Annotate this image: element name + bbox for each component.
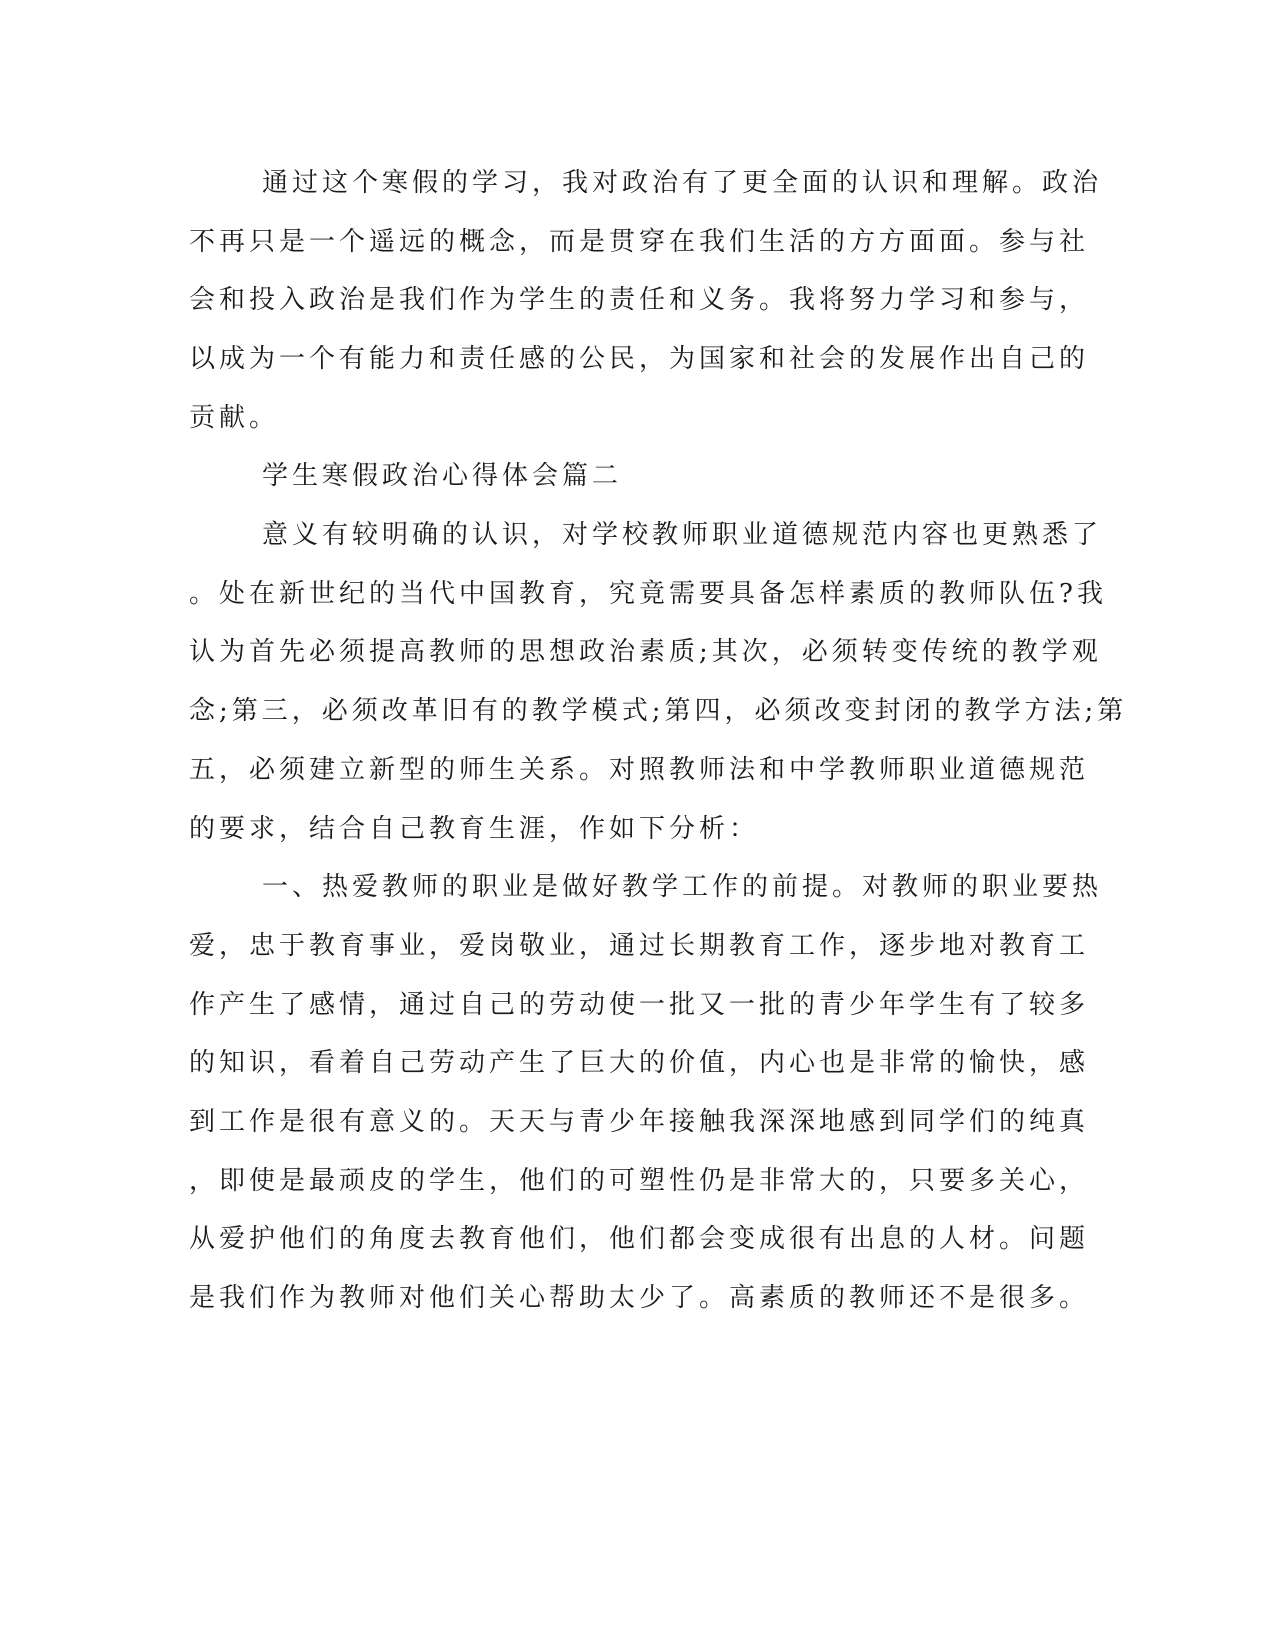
paragraph-1-line-5: 贡献。 [189,403,280,433]
paragraph-1-line-1: 通过这个寒假的学习，我对政治有了更全面的认识和理解。政治 [262,168,1103,198]
paragraph-3-line-7: 从爱护他们的角度去教育他们，他们都会变成很有出息的人材。问题 [189,1224,1090,1254]
paragraph-2-line-3: 认为首先必须提高教师的思想政治素质;其次，必须转变传统的教学观 [189,637,1102,667]
paragraph-3-line-2: 爱，忠于教育事业，爱岗敬业，通过长期教育工作，逐步地对教育工 [189,931,1090,961]
section-heading: 学生寒假政治心得体会篇二 [262,461,623,491]
paragraph-1-line-4: 以成为一个有能力和责任感的公民，为国家和社会的发展作出自己的 [189,344,1090,374]
paragraph-3-line-5: 到工作是很有意义的。天天与青少年接触我深深地感到同学们的纯真 [189,1107,1090,1137]
paragraph-2-line-2: 。处在新世纪的当代中国教育，究竟需要具备怎样素质的教师队伍?我 [189,579,1107,609]
paragraph-2-line-4: 念;第三，必须改革旧有的教学模式;第四，必须改变封闭的教学方法;第 [189,696,1128,726]
paragraph-2-line-6: 的要求，结合自己教育生涯，作如下分析： [189,814,760,844]
paragraph-3-line-8: 是我们作为教师对他们关心帮助太少了。高素质的教师还不是很多。 [189,1283,1090,1313]
paragraph-3-line-3: 作产生了感情，通过自己的劳动使一批又一批的青少年学生有了较多 [189,990,1090,1020]
paragraph-3-line-4: 的知识，看着自己劳动产生了巨大的价值，内心也是非常的愉快，感 [189,1048,1090,1078]
paragraph-2-line-5: 五，必须建立新型的师生关系。对照教师法和中学教师职业道德规范 [189,755,1090,785]
paragraph-2-line-1: 意义有较明确的认识，对学校教师职业道德规范内容也更熟悉了 [262,520,1103,550]
paragraph-3-line-6: ，即使是最顽皮的学生，他们的可塑性仍是非常大的，只要多关心， [189,1166,1090,1196]
paragraph-1-line-2: 不再只是一个遥远的概念，而是贯穿在我们生活的方方面面。参与社 [189,227,1090,257]
paragraph-1-line-3: 会和投入政治是我们作为学生的责任和义务。我将努力学习和参与， [189,285,1090,315]
paragraph-3-line-1: 一、热爱教师的职业是做好教学工作的前提。对教师的职业要热 [262,872,1103,902]
